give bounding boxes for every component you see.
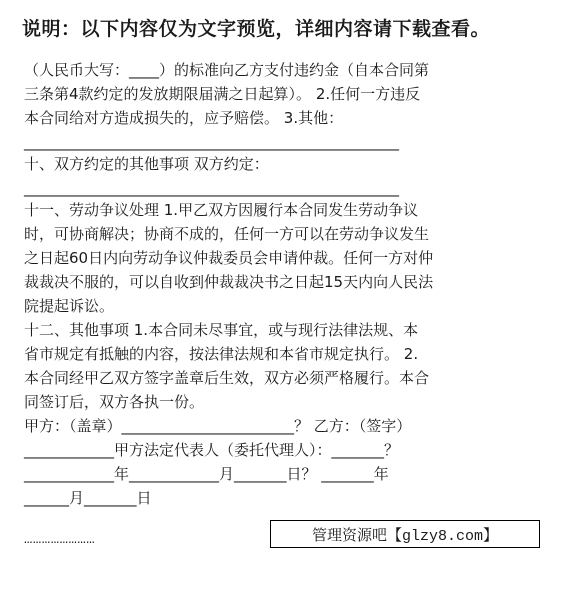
text-line: __________________________________________________ (24, 133, 399, 151)
watermark-badge: 管理资源吧【glzy8.com】 (270, 520, 540, 548)
text-line: 之日起60日内向劳动争议仲裁委员会申请仲裁。任何一方对仲 (24, 249, 434, 267)
section-twelve-heading: 十二、其他事项 1.本合同未尽事宜，或与现行法律法规、本 (24, 321, 419, 339)
text-line: 本合同给对方造成损失的，应予赔偿。 3.其他： (24, 109, 344, 127)
text-line: 三条第4款约定的发放期限届满之日起算）。 2.任何一方违反 (24, 85, 421, 103)
text-line: 本合同经甲乙双方签字盖章后生效，双方必须严格履行。本合 (24, 369, 430, 387)
dotted-ellipsis: …………………… (24, 532, 96, 548)
preview-notice: 说明：以下内容仅为文字预览，详细内容请下载查看。 (22, 18, 491, 40)
section-ten-heading: 十、双方约定的其他事项 双方约定： (24, 155, 269, 173)
signature-line: ____________甲方法定代表人（委托代理人）：_______？ (24, 441, 400, 459)
section-eleven-heading: 十一、劳动争议处理 1.甲乙双方因履行本合同发生劳动争议 (24, 201, 419, 219)
text-line: __________________________________________________ (24, 179, 399, 197)
date-line: ____________年____________月_______日？ _______年 (24, 465, 389, 483)
text-line: 裁裁决不服的，可以自收到仲裁裁决书之日起15天内向人民法 (24, 273, 434, 291)
text-line: （人民币大写：____）的标准向乙方支付违约金（自本合同第 (24, 61, 430, 79)
signature-line: 甲方：（盖章）_______________________？ 乙方：（签字） (24, 417, 412, 435)
text-line: 省市规定有抵触的内容，按法律法规和本省市规定执行。 2. (24, 345, 419, 363)
text-line: 院提起诉讼。 (24, 297, 115, 315)
text-line: 时，可协商解决；协商不成的，任何一方可以在劳动争议发生 (24, 225, 430, 243)
date-line: ______月_______日 (24, 489, 152, 507)
contract-text (24, 58, 560, 510)
text-line: 同签订后，双方各执一份。 (24, 393, 205, 411)
